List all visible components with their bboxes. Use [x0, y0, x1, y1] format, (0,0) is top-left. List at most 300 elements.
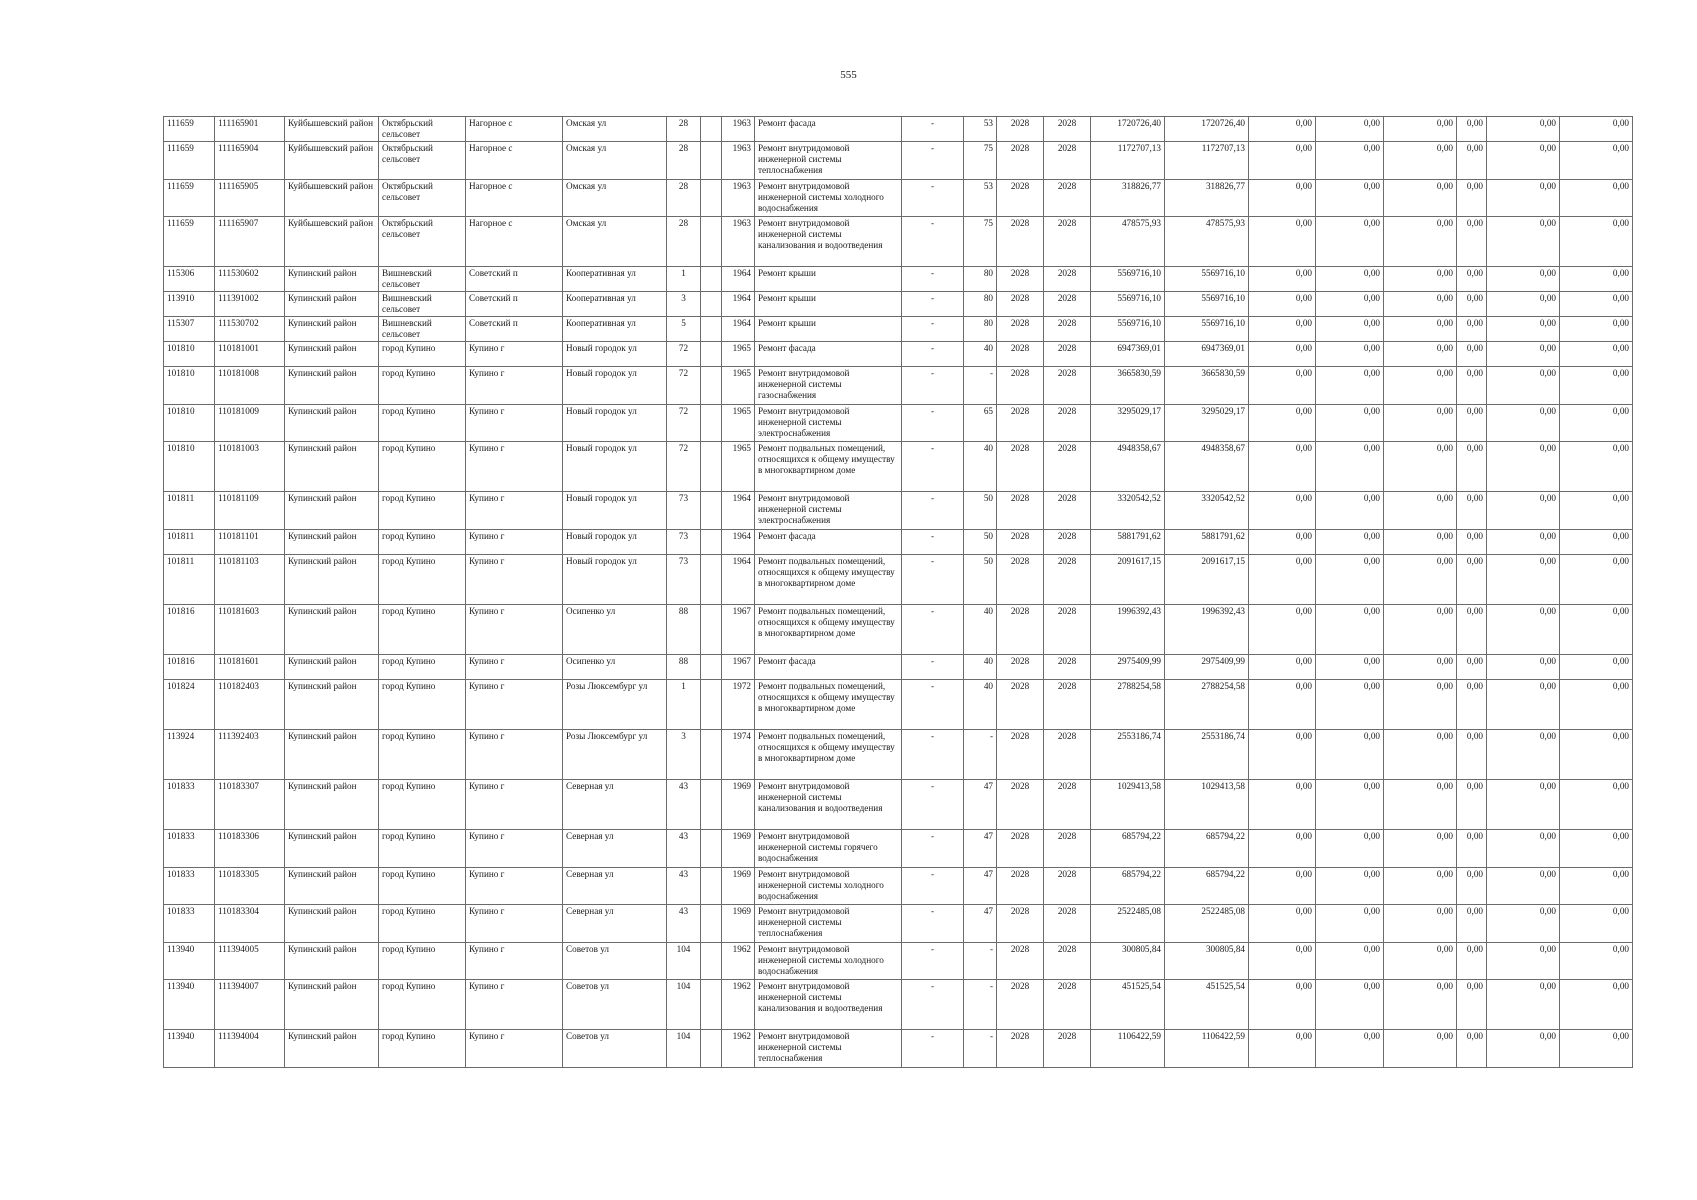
work-type-cell: Ремонт внутридомовой инженерной системы горячего водоснабжения	[755, 830, 902, 868]
build-year-cell: 1962	[722, 980, 755, 1030]
house-id-cell: 113940	[164, 1030, 215, 1068]
amount-2-cell: 0,00	[1316, 442, 1384, 492]
house-number-cell: 43	[667, 868, 701, 905]
amount-5-cell: 0,00	[1487, 117, 1560, 142]
amount-4-cell: 0,00	[1457, 555, 1487, 605]
amount-2-cell: 0,00	[1316, 605, 1384, 655]
amount-4-cell: 0,00	[1457, 830, 1487, 868]
settlement-cell: Нагорное с	[466, 180, 563, 217]
work-type-cell: Ремонт внутридомовой инженерной системы электроснабжения	[755, 492, 902, 530]
unit-cell: -	[902, 117, 964, 142]
unit-cell: -	[902, 605, 964, 655]
street-cell: Осипенко ул	[563, 605, 667, 655]
house-number-cell: 28	[667, 217, 701, 267]
amount-1-cell: 0,00	[1249, 267, 1316, 292]
council-cell: Вишневский сельсовет	[379, 317, 466, 342]
fund-cost-cell: 300805,84	[1165, 943, 1249, 980]
house-id-cell: 101811	[164, 530, 215, 555]
house-letter-cell	[701, 980, 722, 1030]
fund-cost-cell: 1172707,13	[1165, 142, 1249, 180]
amount-1-cell: 0,00	[1249, 142, 1316, 180]
amount-1-cell: 0,00	[1249, 680, 1316, 730]
amount-4-cell: 0,00	[1457, 943, 1487, 980]
amount-2-cell: 0,00	[1316, 905, 1384, 943]
year-end-cell: 2028	[1044, 780, 1091, 830]
settlement-cell: Купино г	[466, 980, 563, 1030]
house-id-cell: 101816	[164, 655, 215, 680]
street-cell: Новый городок ул	[563, 342, 667, 367]
amount-2-cell: 0,00	[1316, 492, 1384, 530]
table-row	[164, 442, 1633, 492]
amount-4-cell: 0,00	[1457, 142, 1487, 180]
build-year-cell: 1969	[722, 830, 755, 868]
amount-1-cell: 0,00	[1249, 605, 1316, 655]
amount-3-cell: 0,00	[1384, 1030, 1457, 1068]
council-cell: Октябрьский сельсовет	[379, 180, 466, 217]
work-type-cell: Ремонт подвальных помещений, относящихся к общему имуществу в многоквартирном доме	[755, 680, 902, 730]
total-cost-cell: 2522485,08	[1091, 905, 1165, 943]
district-cell: Купинский район	[285, 267, 379, 292]
amount-6-cell: 0,00	[1560, 367, 1633, 405]
table-row	[164, 868, 1633, 905]
street-cell: Кооперативная ул	[563, 292, 667, 317]
house-id-cell: 101811	[164, 555, 215, 605]
build-year-cell: 1964	[722, 317, 755, 342]
unit-cell: -	[902, 217, 964, 267]
work-code-cell: 111530602	[215, 267, 285, 292]
work-code-cell: 110181003	[215, 442, 285, 492]
street-cell: Новый городок ул	[563, 555, 667, 605]
fund-cost-cell: 1106422,59	[1165, 1030, 1249, 1068]
settlement-cell: Купино г	[466, 868, 563, 905]
amount-1-cell: 0,00	[1249, 530, 1316, 555]
year-start-cell: 2028	[997, 367, 1044, 405]
house-id-cell: 113924	[164, 730, 215, 780]
amount-6-cell: 0,00	[1560, 830, 1633, 868]
district-cell: Купинский район	[285, 905, 379, 943]
amount-1-cell: 0,00	[1249, 1030, 1316, 1068]
work-type-cell: Ремонт фасада	[755, 117, 902, 142]
total-cost-cell: 685794,22	[1091, 868, 1165, 905]
work-type-cell: Ремонт фасада	[755, 530, 902, 555]
amount-5-cell: 0,00	[1487, 555, 1560, 605]
year-start-cell: 2028	[997, 555, 1044, 605]
district-cell: Купинский район	[285, 680, 379, 730]
total-cost-cell: 1029413,58	[1091, 780, 1165, 830]
build-year-cell: 1964	[722, 530, 755, 555]
year-start-cell: 2028	[997, 605, 1044, 655]
amount-2-cell: 0,00	[1316, 830, 1384, 868]
settlement-cell: Купино г	[466, 405, 563, 442]
year-end-cell: 2028	[1044, 868, 1091, 905]
council-cell: Октябрьский сельсовет	[379, 217, 466, 267]
council-cell: город Купино	[379, 605, 466, 655]
build-year-cell: 1969	[722, 905, 755, 943]
unit-cell: -	[902, 342, 964, 367]
build-year-cell: 1964	[722, 492, 755, 530]
amount-2-cell: 0,00	[1316, 317, 1384, 342]
work-code-cell: 110181603	[215, 605, 285, 655]
fund-cost-cell: 2553186,74	[1165, 730, 1249, 780]
year-end-cell: 2028	[1044, 943, 1091, 980]
total-cost-cell: 478575,93	[1091, 217, 1165, 267]
total-cost-cell: 1106422,59	[1091, 1030, 1165, 1068]
amount-6-cell: 0,00	[1560, 492, 1633, 530]
amount-5-cell: 0,00	[1487, 980, 1560, 1030]
amount-1-cell: 0,00	[1249, 780, 1316, 830]
house-number-cell: 73	[667, 555, 701, 605]
wear-cell: 50	[964, 530, 997, 555]
wear-cell: 47	[964, 868, 997, 905]
amount-1-cell: 0,00	[1249, 980, 1316, 1030]
amount-5-cell: 0,00	[1487, 530, 1560, 555]
table-row	[164, 292, 1633, 317]
house-letter-cell	[701, 730, 722, 780]
street-cell: Розы Люксембург ул	[563, 730, 667, 780]
house-letter-cell	[701, 342, 722, 367]
unit-cell: -	[902, 530, 964, 555]
year-start-cell: 2028	[997, 317, 1044, 342]
table-row	[164, 267, 1633, 292]
year-start-cell: 2028	[997, 267, 1044, 292]
work-code-cell: 110182403	[215, 680, 285, 730]
council-cell: город Купино	[379, 680, 466, 730]
district-cell: Купинский район	[285, 980, 379, 1030]
council-cell: город Купино	[379, 492, 466, 530]
house-id-cell: 101810	[164, 367, 215, 405]
amount-1-cell: 0,00	[1249, 180, 1316, 217]
council-cell: Октябрьский сельсовет	[379, 117, 466, 142]
amount-6-cell: 0,00	[1560, 730, 1633, 780]
total-cost-cell: 1996392,43	[1091, 605, 1165, 655]
year-end-cell: 2028	[1044, 730, 1091, 780]
street-cell: Северная ул	[563, 830, 667, 868]
amount-2-cell: 0,00	[1316, 555, 1384, 605]
unit-cell: -	[902, 905, 964, 943]
amount-2-cell: 0,00	[1316, 217, 1384, 267]
house-number-cell: 72	[667, 367, 701, 405]
table-row	[164, 405, 1633, 442]
wear-cell: 80	[964, 267, 997, 292]
fund-cost-cell: 3320542,52	[1165, 492, 1249, 530]
work-type-cell: Ремонт подвальных помещений, относящихся к общему имуществу в многоквартирном доме	[755, 730, 902, 780]
amount-5-cell: 0,00	[1487, 680, 1560, 730]
amount-1-cell: 0,00	[1249, 217, 1316, 267]
house-letter-cell	[701, 492, 722, 530]
district-cell: Куйбышевский район	[285, 117, 379, 142]
total-cost-cell: 1720726,40	[1091, 117, 1165, 142]
table-row	[164, 730, 1633, 780]
amount-3-cell: 0,00	[1384, 117, 1457, 142]
amount-1-cell: 0,00	[1249, 117, 1316, 142]
work-type-cell: Ремонт внутридомовой инженерной системы теплоснабжения	[755, 142, 902, 180]
settlement-cell: Нагорное с	[466, 142, 563, 180]
street-cell: Омская ул	[563, 217, 667, 267]
wear-cell: 40	[964, 680, 997, 730]
fund-cost-cell: 6947369,01	[1165, 342, 1249, 367]
council-cell: город Купино	[379, 730, 466, 780]
total-cost-cell: 300805,84	[1091, 943, 1165, 980]
total-cost-cell: 3320542,52	[1091, 492, 1165, 530]
house-id-cell: 111659	[164, 217, 215, 267]
house-id-cell: 115306	[164, 267, 215, 292]
council-cell: город Купино	[379, 780, 466, 830]
house-letter-cell	[701, 655, 722, 680]
district-cell: Купинский район	[285, 442, 379, 492]
unit-cell: -	[902, 405, 964, 442]
year-start-cell: 2028	[997, 830, 1044, 868]
amount-5-cell: 0,00	[1487, 943, 1560, 980]
house-letter-cell	[701, 943, 722, 980]
year-start-cell: 2028	[997, 405, 1044, 442]
year-start-cell: 2028	[997, 943, 1044, 980]
year-end-cell: 2028	[1044, 117, 1091, 142]
build-year-cell: 1963	[722, 142, 755, 180]
work-code-cell: 111165907	[215, 217, 285, 267]
house-letter-cell	[701, 442, 722, 492]
street-cell: Северная ул	[563, 780, 667, 830]
council-cell: город Купино	[379, 868, 466, 905]
amount-4-cell: 0,00	[1457, 405, 1487, 442]
amount-6-cell: 0,00	[1560, 905, 1633, 943]
amount-5-cell: 0,00	[1487, 730, 1560, 780]
district-cell: Купинский район	[285, 367, 379, 405]
amount-2-cell: 0,00	[1316, 1030, 1384, 1068]
work-code-cell: 111394007	[215, 980, 285, 1030]
council-cell: город Купино	[379, 980, 466, 1030]
house-number-cell: 104	[667, 1030, 701, 1068]
settlement-cell: Купино г	[466, 655, 563, 680]
amount-6-cell: 0,00	[1560, 868, 1633, 905]
unit-cell: -	[902, 555, 964, 605]
amount-1-cell: 0,00	[1249, 868, 1316, 905]
table-row	[164, 217, 1633, 267]
work-code-cell: 110181103	[215, 555, 285, 605]
amount-3-cell: 0,00	[1384, 492, 1457, 530]
amount-2-cell: 0,00	[1316, 655, 1384, 680]
build-year-cell: 1962	[722, 943, 755, 980]
work-type-cell: Ремонт внутридомовой инженерной системы холодного водоснабжения	[755, 180, 902, 217]
house-letter-cell	[701, 555, 722, 605]
street-cell: Советов ул	[563, 1030, 667, 1068]
settlement-cell: Нагорное с	[466, 217, 563, 267]
house-letter-cell	[701, 217, 722, 267]
amount-5-cell: 0,00	[1487, 180, 1560, 217]
table-row	[164, 1030, 1633, 1068]
district-cell: Купинский район	[285, 492, 379, 530]
settlement-cell: Купино г	[466, 530, 563, 555]
amount-6-cell: 0,00	[1560, 180, 1633, 217]
street-cell: Новый городок ул	[563, 530, 667, 555]
work-code-cell: 110181601	[215, 655, 285, 680]
amount-3-cell: 0,00	[1384, 442, 1457, 492]
fund-cost-cell: 478575,93	[1165, 217, 1249, 267]
settlement-cell: Советский п	[466, 292, 563, 317]
house-number-cell: 43	[667, 905, 701, 943]
house-id-cell: 113940	[164, 943, 215, 980]
amount-2-cell: 0,00	[1316, 680, 1384, 730]
amount-4-cell: 0,00	[1457, 868, 1487, 905]
unit-cell: -	[902, 292, 964, 317]
amount-5-cell: 0,00	[1487, 217, 1560, 267]
year-start-cell: 2028	[997, 117, 1044, 142]
amount-4-cell: 0,00	[1457, 730, 1487, 780]
total-cost-cell: 685794,22	[1091, 830, 1165, 868]
amount-2-cell: 0,00	[1316, 780, 1384, 830]
amount-2-cell: 0,00	[1316, 342, 1384, 367]
amount-2-cell: 0,00	[1316, 868, 1384, 905]
house-letter-cell	[701, 180, 722, 217]
table-row	[164, 605, 1633, 655]
house-id-cell: 101810	[164, 342, 215, 367]
house-number-cell: 28	[667, 142, 701, 180]
amount-4-cell: 0,00	[1457, 680, 1487, 730]
amount-5-cell: 0,00	[1487, 342, 1560, 367]
amount-4-cell: 0,00	[1457, 180, 1487, 217]
build-year-cell: 1974	[722, 730, 755, 780]
amount-3-cell: 0,00	[1384, 655, 1457, 680]
council-cell: город Купино	[379, 943, 466, 980]
amount-5-cell: 0,00	[1487, 317, 1560, 342]
fund-cost-cell: 2788254,58	[1165, 680, 1249, 730]
amount-2-cell: 0,00	[1316, 530, 1384, 555]
work-type-cell: Ремонт крыши	[755, 292, 902, 317]
work-type-cell: Ремонт подвальных помещений, относящихся к общему имуществу в многоквартирном доме	[755, 442, 902, 492]
amount-5-cell: 0,00	[1487, 292, 1560, 317]
amount-3-cell: 0,00	[1384, 142, 1457, 180]
settlement-cell: Купино г	[466, 367, 563, 405]
amount-2-cell: 0,00	[1316, 180, 1384, 217]
district-cell: Куйбышевский район	[285, 180, 379, 217]
table-row	[164, 830, 1633, 868]
amount-3-cell: 0,00	[1384, 342, 1457, 367]
fund-cost-cell: 1029413,58	[1165, 780, 1249, 830]
amount-1-cell: 0,00	[1249, 730, 1316, 780]
amount-3-cell: 0,00	[1384, 780, 1457, 830]
table-row	[164, 492, 1633, 530]
council-cell: город Купино	[379, 442, 466, 492]
house-number-cell: 28	[667, 180, 701, 217]
district-cell: Куйбышевский район	[285, 142, 379, 180]
house-id-cell: 113910	[164, 292, 215, 317]
fund-cost-cell: 1996392,43	[1165, 605, 1249, 655]
amount-5-cell: 0,00	[1487, 405, 1560, 442]
build-year-cell: 1967	[722, 605, 755, 655]
fund-cost-cell: 3665830,59	[1165, 367, 1249, 405]
amount-4-cell: 0,00	[1457, 605, 1487, 655]
house-letter-cell	[701, 267, 722, 292]
total-cost-cell: 2788254,58	[1091, 680, 1165, 730]
year-start-cell: 2028	[997, 1030, 1044, 1068]
amount-3-cell: 0,00	[1384, 830, 1457, 868]
amount-6-cell: 0,00	[1560, 980, 1633, 1030]
build-year-cell: 1965	[722, 442, 755, 492]
house-id-cell: 101833	[164, 830, 215, 868]
district-cell: Купинский район	[285, 830, 379, 868]
street-cell: Кооперативная ул	[563, 317, 667, 342]
house-letter-cell	[701, 117, 722, 142]
street-cell: Кооперативная ул	[563, 267, 667, 292]
wear-cell: 75	[964, 142, 997, 180]
settlement-cell: Купино г	[466, 342, 563, 367]
amount-3-cell: 0,00	[1384, 905, 1457, 943]
amount-6-cell: 0,00	[1560, 317, 1633, 342]
unit-cell: -	[902, 367, 964, 405]
work-code-cell: 111165901	[215, 117, 285, 142]
unit-cell: -	[902, 980, 964, 1030]
work-type-cell: Ремонт внутридомовой инженерной системы теплоснабжения	[755, 1030, 902, 1068]
total-cost-cell: 5569716,10	[1091, 292, 1165, 317]
house-id-cell: 101811	[164, 492, 215, 530]
settlement-cell: Советский п	[466, 317, 563, 342]
amount-3-cell: 0,00	[1384, 367, 1457, 405]
settlement-cell: Купино г	[466, 442, 563, 492]
house-id-cell: 101833	[164, 868, 215, 905]
street-cell: Северная ул	[563, 905, 667, 943]
amount-3-cell: 0,00	[1384, 292, 1457, 317]
settlement-cell: Советский п	[466, 267, 563, 292]
work-code-cell: 111530702	[215, 317, 285, 342]
year-end-cell: 2028	[1044, 405, 1091, 442]
fund-cost-cell: 1720726,40	[1165, 117, 1249, 142]
year-end-cell: 2028	[1044, 830, 1091, 868]
house-number-cell: 72	[667, 442, 701, 492]
amount-3-cell: 0,00	[1384, 217, 1457, 267]
settlement-cell: Купино г	[466, 1030, 563, 1068]
district-cell: Купинский район	[285, 730, 379, 780]
wear-cell: 80	[964, 317, 997, 342]
year-end-cell: 2028	[1044, 980, 1091, 1030]
unit-cell: -	[902, 780, 964, 830]
house-number-cell: 73	[667, 530, 701, 555]
year-start-cell: 2028	[997, 868, 1044, 905]
house-number-cell: 43	[667, 780, 701, 830]
council-cell: Вишневский сельсовет	[379, 292, 466, 317]
amount-1-cell: 0,00	[1249, 830, 1316, 868]
street-cell: Омская ул	[563, 117, 667, 142]
year-end-cell: 2028	[1044, 1030, 1091, 1068]
wear-cell: 50	[964, 555, 997, 605]
table-row	[164, 142, 1633, 180]
page-number: 555	[840, 69, 857, 81]
amount-2-cell: 0,00	[1316, 943, 1384, 980]
wear-cell: 47	[964, 830, 997, 868]
build-year-cell: 1972	[722, 680, 755, 730]
amount-6-cell: 0,00	[1560, 217, 1633, 267]
house-number-cell: 72	[667, 342, 701, 367]
fund-cost-cell: 318826,77	[1165, 180, 1249, 217]
amount-6-cell: 0,00	[1560, 1030, 1633, 1068]
house-id-cell: 111659	[164, 117, 215, 142]
district-cell: Купинский район	[285, 868, 379, 905]
total-cost-cell: 3295029,17	[1091, 405, 1165, 442]
house-letter-cell	[701, 830, 722, 868]
fund-cost-cell: 3295029,17	[1165, 405, 1249, 442]
house-letter-cell	[701, 780, 722, 830]
district-cell: Купинский район	[285, 943, 379, 980]
amount-6-cell: 0,00	[1560, 117, 1633, 142]
total-cost-cell: 1172707,13	[1091, 142, 1165, 180]
year-start-cell: 2028	[997, 492, 1044, 530]
amount-4-cell: 0,00	[1457, 492, 1487, 530]
unit-cell: -	[902, 317, 964, 342]
work-type-cell: Ремонт внутридомовой инженерной системы электроснабжения	[755, 405, 902, 442]
amount-1-cell: 0,00	[1249, 442, 1316, 492]
build-year-cell: 1969	[722, 780, 755, 830]
work-code-cell: 111165904	[215, 142, 285, 180]
settlement-cell: Купино г	[466, 492, 563, 530]
street-cell: Новый городок ул	[563, 492, 667, 530]
